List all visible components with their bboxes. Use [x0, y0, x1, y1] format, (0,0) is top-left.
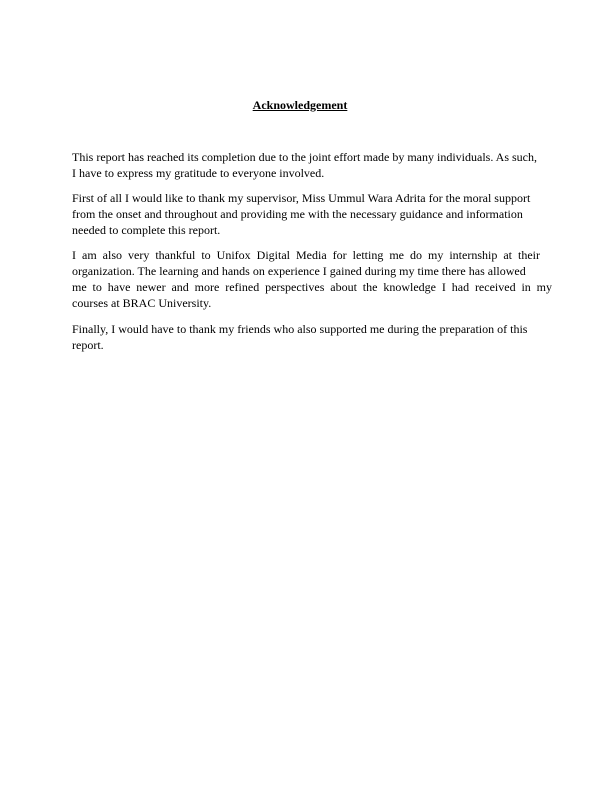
paragraph-friends — [72, 321, 527, 353]
paragraph-line: needed to complete this report. — [72, 223, 221, 237]
paragraph-line: I have to express my gratitude to everyone involved. — [72, 166, 325, 180]
paragraph-organization — [72, 247, 552, 311]
page-title: Acknowledgement — [252, 98, 348, 112]
paragraph-line: This report has reached its completion due to the joint effort made by many individuals. As such, — [72, 150, 538, 164]
paragraph-intro — [72, 149, 537, 181]
paragraph-line: First of all I would like to thank my supervisor, Miss Ummul Wara Adrita for the moral support — [72, 191, 531, 205]
paragraph-supervisor — [72, 190, 530, 238]
paragraph-line: Finally, I would have to thank my friends who also supported me during the preparation of this — [72, 322, 528, 336]
paragraph-line: me to have newer and more refined perspectives about the knowledge I had received in my — [72, 280, 552, 294]
paragraph-line: courses at BRAC University. — [72, 296, 212, 310]
paragraph-line: report. — [72, 338, 104, 352]
paragraph-line: from the onset and throughout and providing me with the necessary guidance and information — [72, 207, 523, 221]
paragraph-line: I am also very thankful to Unifox Digital Media for letting me do my internship at their — [72, 248, 540, 262]
paragraph-line: organization. The learning and hands on experience I gained during my time there has allowed — [72, 264, 526, 278]
